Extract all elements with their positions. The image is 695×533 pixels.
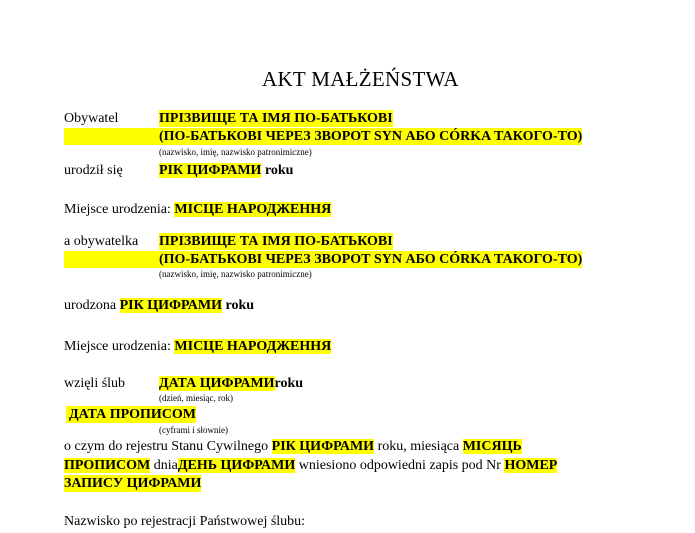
document-title: AKT MAŁŻEŃSTWA bbox=[262, 67, 459, 91]
husband-label: Obywatel bbox=[64, 111, 119, 126]
wife-birth-line bbox=[64, 297, 254, 314]
registry-number-line1: НОМЕР bbox=[504, 458, 558, 473]
registry-text2: roku, miesiąca bbox=[377, 439, 460, 454]
highlight-indent bbox=[64, 128, 159, 145]
marriage-date-words: ДАТА ПРОПИСОМ bbox=[66, 406, 196, 423]
husband-name-line2: (ПО-БАТЬКОВІ ЧЕРЕЗ ЗВОРОТ SYN АБО CÓRKA ТАКОГО-ТО) bbox=[159, 129, 583, 144]
registry-month-line2: ПРОПИСОМ bbox=[64, 458, 151, 473]
highlight-indent bbox=[64, 251, 159, 268]
husband-name-line1: ПРІЗВИЩЕ ТА ІМЯ ПО-БАТЬКОВІ bbox=[159, 111, 393, 126]
registry-day: ДЕНЬ ЦИФРАМИ bbox=[177, 458, 296, 473]
wife-born-label: urodzona bbox=[64, 298, 117, 313]
wife-name-line1: ПРІЗВИЩЕ ТА ІМЯ ПО-БАТЬКОВІ bbox=[159, 234, 393, 249]
wife-birth-year: РІК ЦИФРАМИ bbox=[119, 298, 223, 313]
husband-birthplace: МІСЦЕ НАРОДЖЕННЯ bbox=[174, 202, 332, 217]
wife-name-line2: (ПО-БАТЬКОВІ ЧЕРЕЗ ЗВОРОТ SYN АБО CÓRKA ТАКОГО-ТО) bbox=[159, 252, 583, 267]
surname-label: Nazwisko po rejestracji Państwowej ślubu: bbox=[64, 514, 306, 529]
registry-year: РІК ЦИФРАМИ bbox=[271, 439, 375, 454]
wife-birthplace-line bbox=[64, 338, 331, 355]
wife-name-hint: (nazwisko, imię, nazwisko patronimiczne) bbox=[159, 269, 312, 279]
husband-birth-year-line bbox=[159, 162, 293, 179]
registry-line1 bbox=[64, 438, 522, 455]
marriage-label: wzięli ślub bbox=[64, 376, 126, 391]
husband-born-label: urodził się bbox=[64, 163, 123, 178]
registry-number-line2: ЗАПИСУ ЦИФРАМИ bbox=[64, 476, 202, 491]
husband-birthplace-line bbox=[64, 201, 331, 218]
marriage-date-hint: (dzień, miesiąc, rok) bbox=[159, 393, 233, 403]
wife-label: a obywatelka bbox=[64, 234, 139, 249]
marriage-year-suffix: roku bbox=[274, 376, 304, 391]
marriage-words-hint: (cyframi i słownie) bbox=[159, 425, 228, 435]
marriage-date-digits: ДАТА ЦИФРАМИ bbox=[159, 376, 275, 391]
wife-birthplace: МІСЦЕ НАРОДЖЕННЯ bbox=[174, 339, 332, 354]
registry-text3: dnia bbox=[153, 458, 178, 473]
husband-birth-year: РІК ЦИФРАМИ bbox=[159, 163, 262, 178]
husband-birthplace-label: Miejsce urodzenia: bbox=[64, 202, 171, 217]
registry-text1: o czym do rejestru Stanu Cywilnego bbox=[64, 439, 269, 454]
registry-text4: wniesiono odpowiedni zapis pod Nr bbox=[298, 458, 501, 473]
registry-month-line1: МІСЯЦЬ bbox=[462, 439, 522, 454]
husband-name-hint: (nazwisko, imię, nazwisko patronimiczne) bbox=[159, 147, 312, 157]
wife-birthplace-label: Miejsce urodzenia: bbox=[64, 339, 171, 354]
husband-year-suffix: roku bbox=[264, 163, 294, 178]
wife-year-suffix: roku bbox=[225, 298, 255, 313]
registry-line2 bbox=[64, 457, 557, 474]
marriage-date-line bbox=[159, 375, 303, 392]
